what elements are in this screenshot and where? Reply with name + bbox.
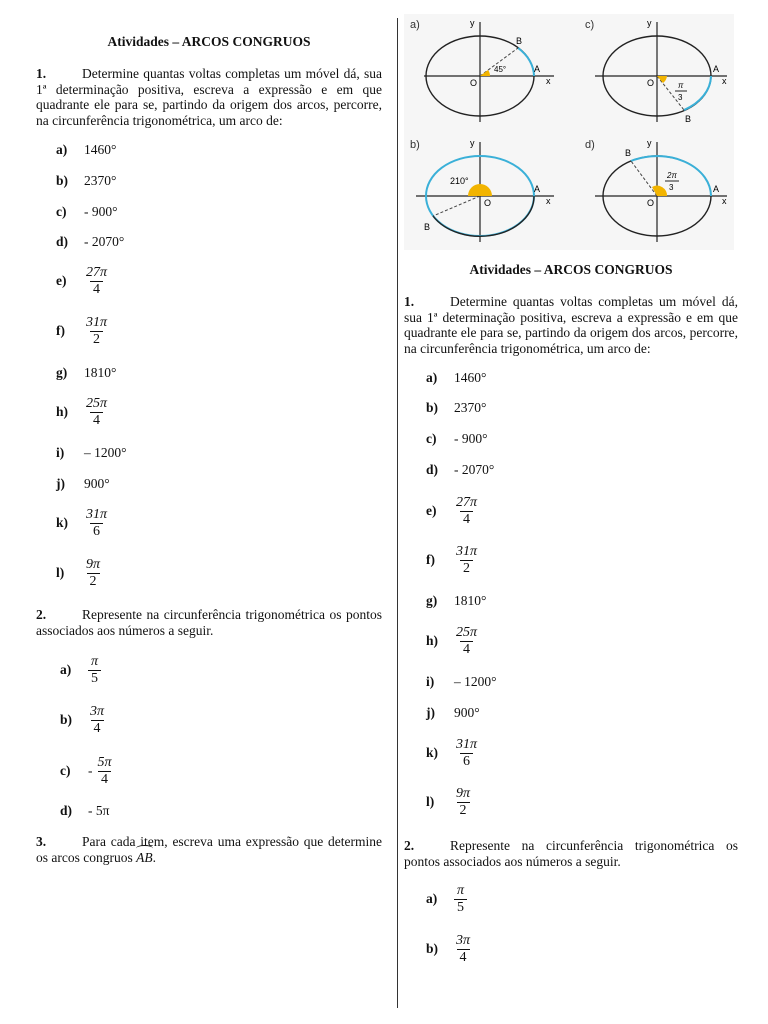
question-1-copy-number: 1.: [404, 294, 415, 309]
q1-item: [56, 395, 109, 428]
item-fraction: $\frac{9\pi}{2}$: [456, 785, 471, 818]
item-fraction: $\frac{\pi}{5}$: [454, 883, 467, 916]
q1-copy-item: [426, 494, 479, 527]
item-label: b): [426, 400, 439, 415]
item-fraction: $\frac{27\pi}{4}$: [456, 494, 478, 527]
svg-text:O: O: [484, 198, 492, 208]
item-value: - 2070°: [454, 462, 495, 477]
q1-item: [56, 232, 124, 252]
diagram-b: [410, 138, 554, 242]
svg-text:O: O: [647, 198, 655, 208]
item-label: h): [56, 404, 69, 419]
item-value: 1810°: [454, 593, 487, 608]
svg-text:B: B: [625, 148, 632, 158]
q1-copy-item: [426, 543, 479, 576]
item-sign: -: [88, 763, 93, 778]
svg-text:B: B: [685, 114, 692, 124]
q1-item: [56, 140, 116, 160]
svg-text:x: x: [722, 196, 727, 206]
diagram-a-angle: 45°: [494, 65, 507, 74]
item-value: – 1200°: [454, 674, 497, 689]
item-label: d): [426, 462, 439, 477]
q2-copy-item: [426, 882, 467, 915]
diagram-d: [585, 138, 727, 242]
item-fraction: $\frac{31\pi}{2}$: [456, 543, 478, 576]
question-3-text: Para cada item, escreva uma expressão que determine os arcos congruos: [36, 834, 382, 865]
q1-copy-item: [426, 736, 479, 769]
svg-text:A: A: [713, 184, 720, 194]
item-value: 900°: [454, 705, 480, 720]
unit-circle-diagrams: [404, 14, 734, 250]
item-label: c): [60, 763, 71, 778]
item-fraction: $\frac{\pi}{5}$: [88, 654, 101, 687]
item-label: k): [56, 515, 69, 530]
svg-text:2π: 2π: [667, 171, 677, 180]
item-label: j): [426, 705, 435, 720]
svg-text:3: 3: [678, 93, 683, 102]
item-fraction: $\frac{25\pi}{4}$: [456, 624, 478, 657]
svg-text:A: A: [713, 64, 720, 74]
item-label: k): [426, 745, 439, 760]
svg-text:A: A: [534, 64, 541, 74]
q1-item: [56, 556, 102, 589]
item-label: d): [60, 803, 73, 818]
question-2-number: 2.: [36, 607, 47, 622]
item-label: f): [56, 323, 65, 338]
item-label: l): [56, 565, 65, 580]
svg-text:O: O: [647, 78, 655, 88]
item-label: g): [56, 365, 68, 380]
arc-ab-symbol: AB: [136, 850, 153, 866]
item-value: - 900°: [454, 431, 488, 446]
svg-text:y: y: [470, 138, 475, 148]
svg-text:B: B: [424, 222, 431, 232]
svg-text:y: y: [470, 18, 475, 28]
q1-item: [56, 171, 116, 191]
question-1-copy-text: Determine quantas voltas completas um móvel dá, sua 1ª determinação positiva, escreva a expressão e em que quadrante ele para se, partindo da origem dos arcos, percorre, na circunferência trigonométrica, um arco de:: [404, 294, 738, 356]
item-fraction: $\frac{25\pi}{4}$: [86, 395, 108, 428]
question-1: [36, 66, 382, 128]
item-label: a): [56, 142, 68, 157]
item-label: e): [56, 273, 67, 288]
q2-item: [60, 653, 101, 686]
q2-copy-item: [426, 932, 472, 965]
question-2: [36, 607, 382, 638]
item-label: l): [426, 794, 435, 809]
item-label: c): [426, 431, 437, 446]
item-value: 1460°: [454, 370, 487, 385]
q2-item: [60, 801, 109, 821]
page-title-copy: Atividades – ARCOS CONGRUOS: [469, 262, 673, 277]
svg-text:y: y: [647, 138, 652, 148]
question-3: 3. Para cada item, escreva uma expressão que determine os arcos congruos AB.: [36, 834, 382, 865]
svg-text:x: x: [546, 196, 551, 206]
item-label: d): [56, 234, 69, 249]
q1-item: [56, 202, 118, 222]
item-label: i): [56, 445, 65, 460]
diagram-b-angle: 210°: [450, 176, 469, 186]
item-label: i): [426, 674, 435, 689]
q1-item: [56, 474, 110, 494]
item-value: 1810°: [84, 365, 117, 380]
item-label: f): [426, 552, 435, 567]
item-value: - 900°: [84, 204, 118, 219]
item-fraction: $\frac{31\pi}{6}$: [456, 736, 478, 769]
q1-copy-item: [426, 624, 479, 657]
diagrams-panel: [404, 14, 734, 250]
q1-item: [56, 314, 109, 347]
q1-copy-item: [426, 460, 494, 480]
item-label: b): [60, 712, 73, 727]
svg-text:3: 3: [669, 183, 674, 192]
svg-text:y: y: [647, 18, 652, 28]
item-fraction: $\frac{31\pi}{2}$: [86, 314, 108, 347]
svg-text:B: B: [516, 36, 523, 46]
q1-copy-item: [426, 429, 488, 449]
item-label: b): [426, 941, 439, 956]
svg-text:π: π: [678, 81, 684, 90]
item-fraction: $\frac{5\pi}{4}$: [97, 754, 112, 787]
question-1-number: 1.: [36, 66, 47, 81]
q1-item: [56, 506, 109, 539]
diagram-c: [585, 18, 727, 124]
question-1-copy: [404, 294, 738, 356]
svg-text:x: x: [546, 76, 551, 86]
question-2-text: Represente na circunferência trigonométrica os pontos associados aos números a seguir.: [36, 607, 382, 638]
item-fraction: $\frac{3\pi}{4}$: [456, 932, 471, 965]
item-value: 1460°: [84, 142, 117, 157]
diagram-a-label: a): [410, 19, 420, 31]
q1-item: [56, 264, 109, 297]
diagram-c-label: c): [585, 19, 595, 31]
column-divider: [397, 18, 398, 1008]
item-fraction: $\frac{31\pi}{6}$: [86, 506, 108, 539]
q1-copy-item: [426, 368, 486, 388]
question-2-copy-text: Represente na circunferência trigonométrica os pontos associados aos números a seguir.: [404, 838, 738, 869]
item-fraction: $\frac{9\pi}{2}$: [86, 556, 101, 589]
q1-copy-item: [426, 703, 480, 723]
item-fraction: $\frac{3\pi}{4}$: [90, 703, 105, 736]
item-value: - 5π: [88, 803, 110, 818]
question-2-copy: [404, 838, 738, 869]
q2-item: [60, 754, 114, 787]
q1-copy-item: [426, 672, 497, 692]
item-label: e): [426, 503, 437, 518]
item-label: c): [56, 204, 67, 219]
svg-text:O: O: [470, 78, 478, 88]
q1-item: [56, 363, 116, 383]
item-label: a): [426, 891, 438, 906]
q1-copy-item: [426, 398, 486, 418]
question-1-text: Determine quantas voltas completas um móvel dá, sua 1ª determinação positiva, escreva a expressão e em que quadrante ele para se, partindo da origem dos arcos, percorre, na circunferência trigonométrica, um arco de:: [36, 66, 382, 128]
item-label: a): [60, 662, 72, 677]
item-value: 2370°: [84, 173, 117, 188]
item-label: a): [426, 370, 438, 385]
svg-text:A: A: [534, 184, 541, 194]
diagram-d-label: d): [585, 139, 595, 151]
svg-text:x: x: [722, 76, 727, 86]
question-3-number: 3.: [36, 834, 47, 849]
item-value: - 2070°: [84, 234, 125, 249]
item-label: b): [56, 173, 69, 188]
question-2-copy-number: 2.: [404, 838, 415, 853]
item-value: 2370°: [454, 400, 487, 415]
q1-item: [56, 443, 127, 463]
item-label: h): [426, 633, 439, 648]
q1-copy-item: [426, 785, 472, 818]
item-value: 900°: [84, 476, 110, 491]
item-fraction: $\frac{27\pi}{4}$: [86, 264, 108, 297]
item-value: – 1200°: [84, 445, 127, 460]
q2-item: [60, 703, 106, 736]
item-label: g): [426, 593, 438, 608]
diagram-b-label: b): [410, 139, 420, 151]
item-label: j): [56, 476, 65, 491]
diagram-a: [410, 18, 554, 122]
page-title: Atividades – ARCOS CONGRUOS: [107, 34, 311, 49]
q1-copy-item: [426, 591, 486, 611]
